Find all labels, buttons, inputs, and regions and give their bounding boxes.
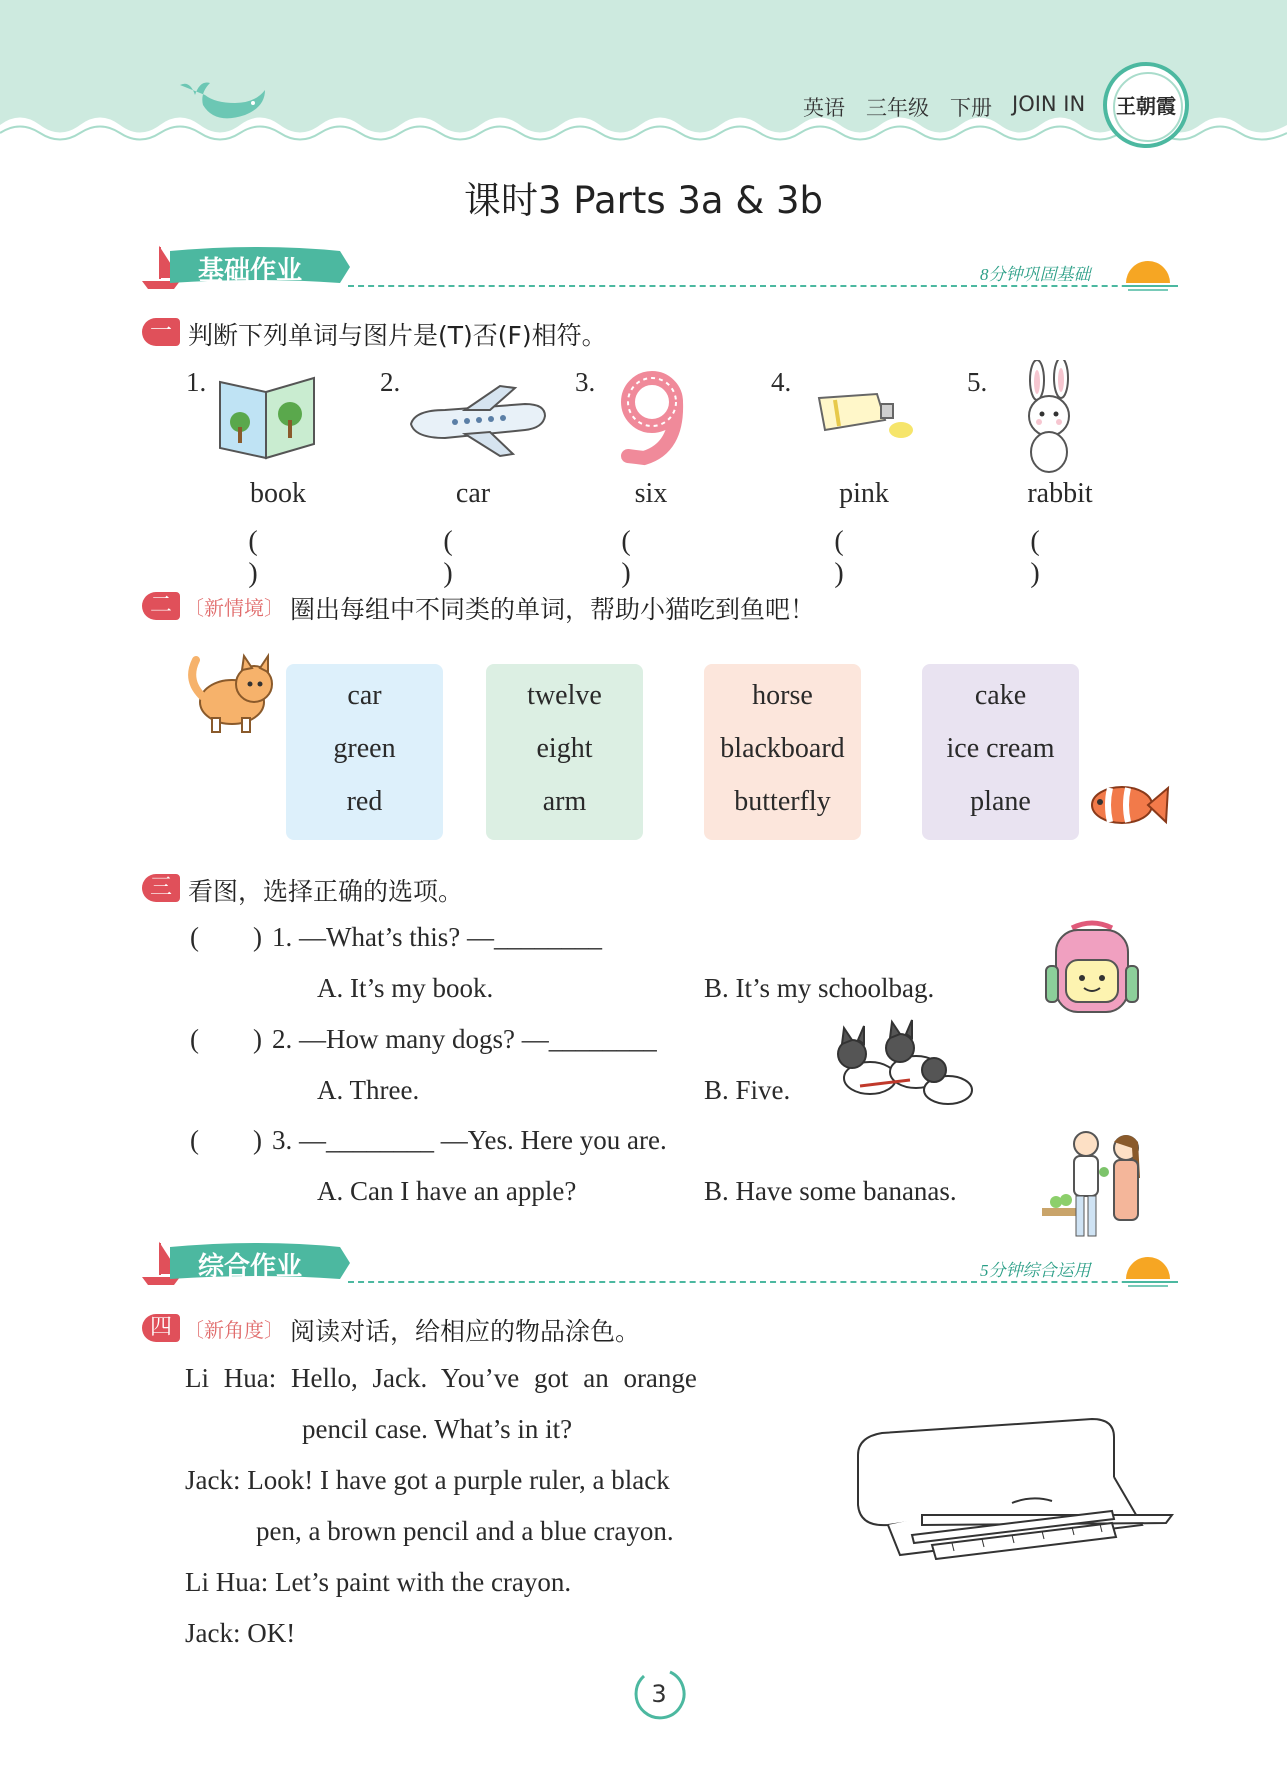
children-sharing-fruit-icon [1042, 1128, 1152, 1240]
dogs-icon [830, 1018, 980, 1118]
sunset-icon [1122, 1249, 1174, 1289]
sunset-icon [1122, 253, 1174, 293]
paint-tube-icon [815, 390, 915, 445]
word-group-3 [704, 664, 861, 840]
word-option[interactable]: eight [536, 733, 593, 764]
word-group-2 [486, 664, 643, 840]
q1-item-number: 3. [575, 367, 596, 397]
header-grade: 三年级 [866, 96, 929, 120]
q1-instruction: 判断下列单词与图片是(T)否(F)相符。 [188, 321, 607, 350]
section-basic-divider [348, 285, 1178, 287]
word-option[interactable]: blackboard [720, 733, 845, 764]
q3-question: 1. —What’s this? —________ [272, 922, 602, 952]
word-option[interactable]: arm [542, 786, 587, 817]
word-option[interactable]: butterfly [734, 786, 831, 817]
airplane-icon [405, 380, 550, 460]
q3-question: 2. —How many dogs? —________ [272, 1024, 657, 1054]
q3-option-a[interactable]: A. Can I have an apple? [317, 1176, 577, 1206]
q1-item-number: 1. [186, 367, 207, 397]
q2-tag: 〔新情境〕 [184, 596, 284, 620]
page-number: 3 [651, 1680, 667, 1708]
section-basic-label: 基础作业 [198, 256, 303, 286]
header-series: JOIN IN [1012, 92, 1086, 116]
open-book-icon [216, 372, 320, 460]
clownfish-icon [1088, 780, 1170, 830]
q2-instruction: 圈出每组中不同类的单词，帮助小猫吃到鱼吧！ [290, 595, 816, 624]
q3-option-b[interactable]: B. Five. [704, 1075, 791, 1105]
q3-option-b[interactable]: B. It’s my schoolbag. [704, 973, 935, 1003]
word-group-1 [286, 664, 443, 840]
q1-item-number: 5. [967, 367, 988, 397]
q1-badge: 一 [142, 318, 180, 346]
q1-item-word: car [455, 478, 491, 509]
q1-item-word: six [634, 478, 668, 509]
dialogue-line: Jack: OK! [185, 1618, 296, 1648]
q3-instruction: 看图，选择正确的选项。 [188, 877, 464, 906]
q3-question: 3. —________ —Yes. Here you are. [272, 1125, 667, 1155]
q1-item-word: rabbit [1027, 478, 1093, 509]
q1-answer-blank[interactable]: ( ) [443, 526, 503, 589]
word-group-4 [922, 664, 1079, 840]
dialogue-line: Jack: Look! I have got a purple ruler, a black [185, 1465, 670, 1495]
word-option[interactable]: car [347, 680, 382, 711]
word-option[interactable]: ice cream [946, 733, 1055, 764]
section-comprehensive-note: 5分钟综合运用 [980, 1261, 1091, 1280]
header-subject: 英语 [803, 96, 845, 120]
kitten-icon [182, 640, 282, 735]
dialogue-line: pencil case. What’s in it? [302, 1414, 573, 1444]
word-option[interactable]: red [346, 786, 383, 817]
number-nine-icon [614, 370, 690, 466]
q1-item-number: 2. [380, 367, 401, 397]
word-option[interactable]: plane [970, 786, 1031, 817]
q4-tag: 〔新角度〕 [184, 1318, 284, 1342]
header-volume: 下册 [950, 96, 992, 120]
word-option[interactable]: horse [752, 680, 813, 711]
pencil-case-icon[interactable] [852, 1415, 1177, 1560]
q3-option-b[interactable]: B. Have some bananas. [704, 1176, 957, 1206]
section-comprehensive-label: 综合作业 [198, 1252, 303, 1282]
q4-badge: 四 [142, 1314, 180, 1342]
q3-option-a[interactable]: A. It’s my book. [317, 973, 494, 1003]
q3-answer-blank[interactable]: ( ) [190, 1024, 262, 1054]
page-title: 课时3 Parts 3a & 3b [464, 179, 823, 222]
dialogue-line: Li Hua: Hello, Jack. You’ve got an orange [185, 1363, 697, 1393]
q1-item-number: 4. [771, 367, 792, 397]
q3-answer-blank[interactable]: ( ) [190, 1125, 262, 1155]
dialogue-line: Li Hua: Let’s paint with the crayon. [185, 1567, 572, 1597]
schoolbag-icon [1042, 918, 1142, 1018]
whale-icon [175, 75, 275, 135]
q1-answer-blank[interactable]: ( ) [621, 526, 681, 589]
word-option[interactable]: cake [974, 680, 1027, 711]
q1-answer-blank[interactable]: ( ) [1030, 526, 1090, 589]
section-basic-note: 8分钟巩固基础 [980, 265, 1091, 284]
q2-badge: 二 [142, 592, 180, 620]
q4-instruction: 阅读对话，给相应的物品涂色。 [290, 1317, 641, 1346]
q3-badge: 三 [142, 874, 180, 902]
q3-answer-blank[interactable]: ( ) [190, 922, 262, 952]
brand-logo-text: 王朝霞 [1116, 94, 1176, 118]
q1-item-word: book [250, 478, 306, 509]
q3-option-a[interactable]: A. Three. [317, 1075, 420, 1105]
q1-answer-blank[interactable]: ( ) [248, 526, 308, 589]
rabbit-icon [1015, 360, 1085, 475]
q1-answer-blank[interactable]: ( ) [834, 526, 894, 589]
dialogue-line: pen, a brown pencil and a blue crayon. [256, 1516, 674, 1546]
section-comprehensive-divider [348, 1281, 1178, 1283]
brand-logo [1103, 62, 1189, 148]
word-option[interactable]: twelve [527, 680, 602, 711]
word-option[interactable]: green [333, 733, 396, 764]
q1-item-word: pink [839, 478, 889, 509]
